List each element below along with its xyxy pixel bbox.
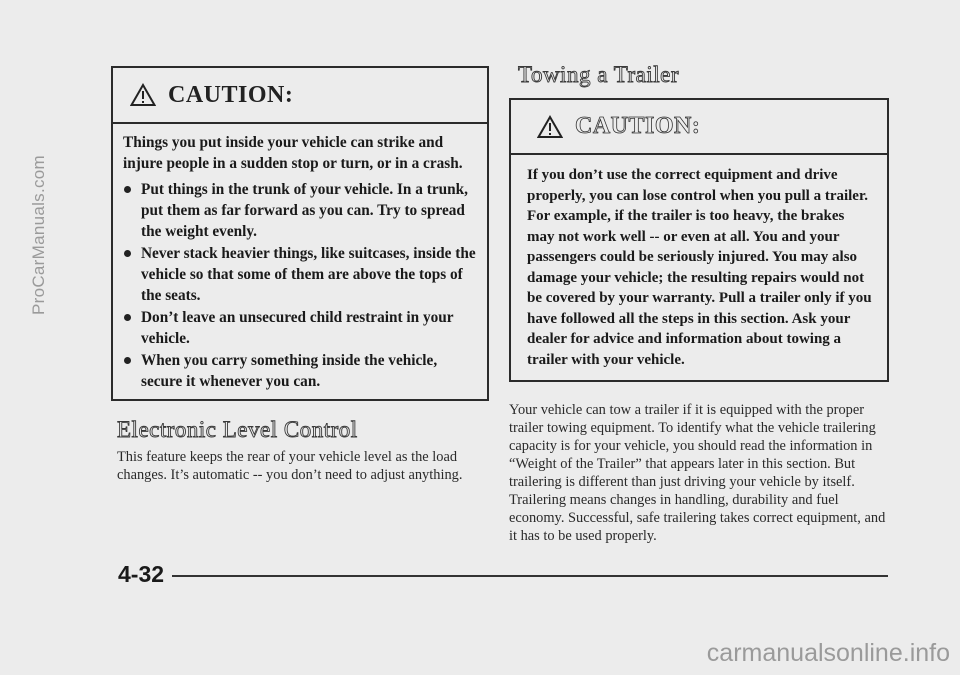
page-number: 4-32 bbox=[118, 561, 165, 587]
left-caution-body bbox=[113, 124, 487, 392]
bullet-icon bbox=[124, 314, 131, 321]
left-caution-box bbox=[111, 66, 489, 401]
side-watermark-text: ProCarManuals.com bbox=[29, 154, 49, 316]
list-item: When you carry something inside the vehicle, secure it whenever you can. bbox=[123, 350, 477, 392]
left-caution-bullets bbox=[123, 179, 477, 392]
electronic-level-text: This feature keeps the rear of your vehicle level as the load changes. It’s automatic -- you don’t need to adjust anything. bbox=[117, 449, 463, 483]
left-caution-title: CAUTION: bbox=[168, 81, 294, 108]
footer-watermark: carmanualsonline.info bbox=[706, 639, 950, 667]
towing-heading: Towing a Trailer bbox=[518, 62, 679, 87]
bullet-icon bbox=[124, 186, 131, 193]
side-watermark bbox=[26, 40, 52, 430]
left-caution-intro: Things you put inside your vehicle can strike and injure people in a sudden stop or turn, or in a crash. bbox=[123, 134, 463, 172]
list-item: Don’t leave an unsecured child restraint in your vehicle. bbox=[123, 307, 477, 349]
towing-caution-header bbox=[511, 100, 887, 155]
towing-text: Your vehicle can tow a trailer if it is equipped with the proper trailer towing equipment. To identify what the vehicle trailering capacity is for your vehicle, you should read the information in “Weight of the Trailer” that appears later in this section. But trailering is different than just driving your vehicle by itself. Trailering means changes in handling, durability and fuel economy. Successful, safe trailering takes correct equipment, and it has to be used properly. bbox=[509, 402, 886, 544]
footer-rule bbox=[172, 575, 888, 577]
electronic-level-heading: Electronic Level Control bbox=[117, 417, 358, 442]
list-item: Never stack heavier things, like suitcases, inside the vehicle so that some of them are above the tops of the seats. bbox=[123, 243, 477, 306]
warning-triangle-icon bbox=[537, 115, 563, 139]
towing-caution-title: CAUTION: bbox=[575, 113, 701, 139]
towing-caution-body bbox=[511, 155, 887, 370]
warning-triangle-icon bbox=[130, 83, 156, 107]
towing-caution-text: If you don’t use the correct equipment and drive properly, you can lose control when you pull a trailer. For example, if the trailer is too heavy, the brakes may not work well -- or even at all. You and your passengers could be seriously injured. You may also damage your vehicle; the resulting repairs would not be covered by your warranty. Pull a trailer only if you have followed all the steps in this section. Ask your dealer for advice and information about towing a trailer with your vehicle. bbox=[527, 167, 872, 368]
left-caution-header bbox=[113, 68, 487, 124]
bullet-icon bbox=[124, 357, 131, 364]
bullet-icon bbox=[124, 250, 131, 257]
list-item: Put things in the trunk of your vehicle. In a trunk, put them as far forward as you can. Try to spread the weight evenly. bbox=[123, 179, 477, 242]
towing-caution-box bbox=[509, 98, 889, 382]
